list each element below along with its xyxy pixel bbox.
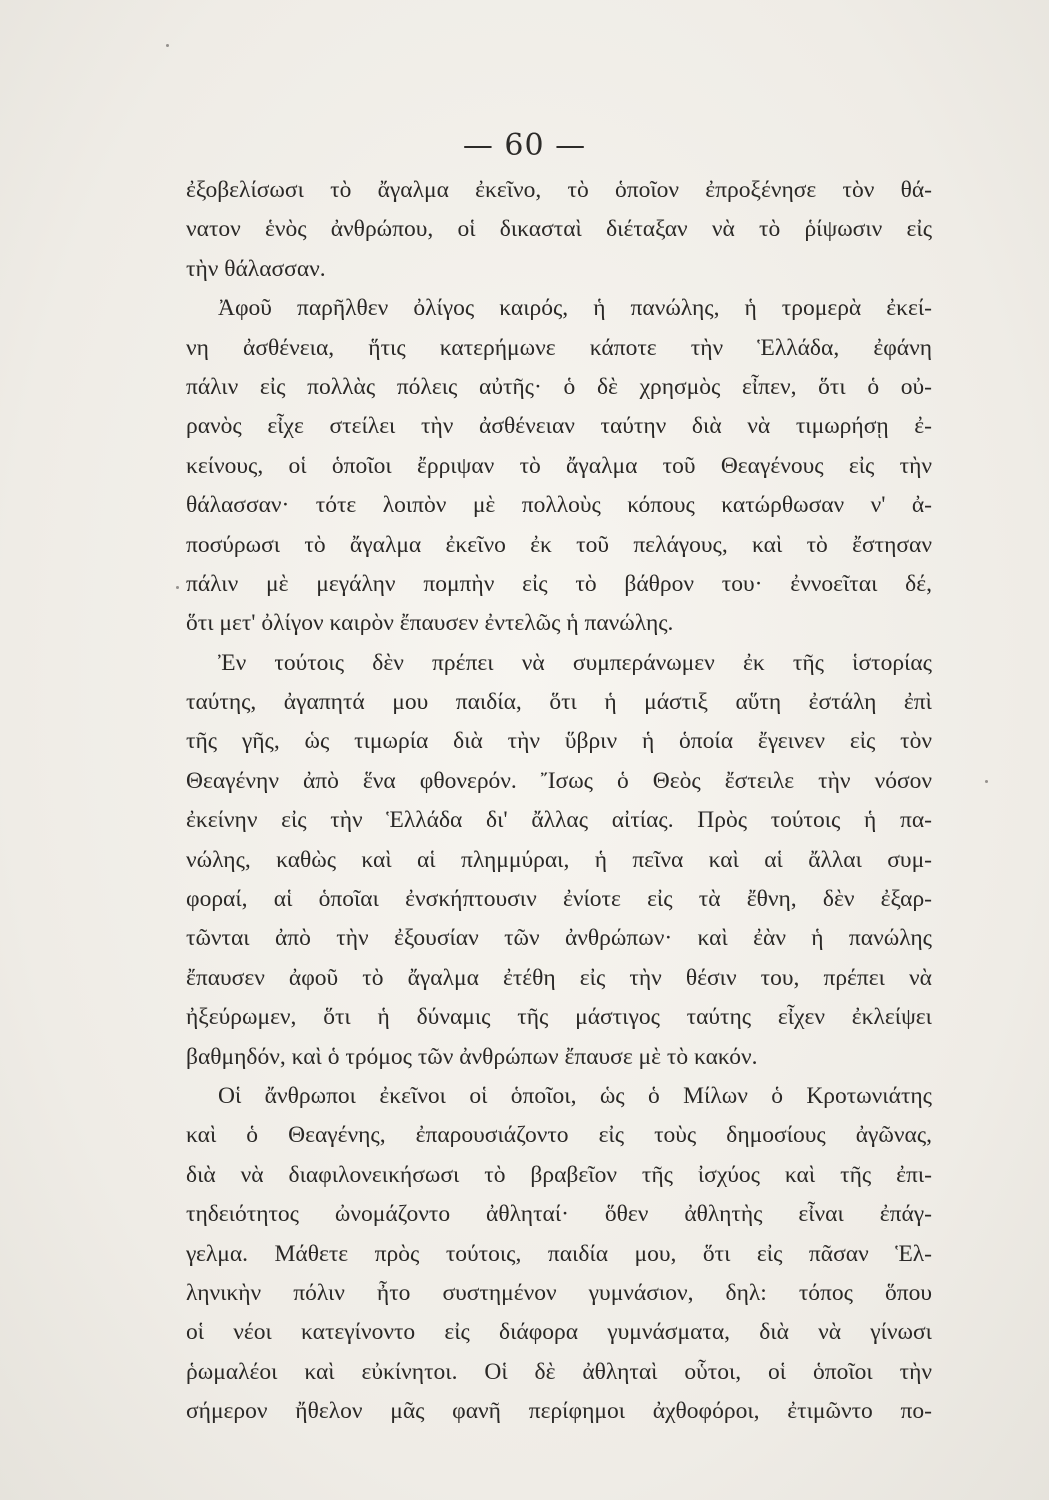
text-line: καὶ ὁ Θεαγένης, ἐπαρουσιάζοντο εἰς τοὺς δημοσίους ἀγῶνας,: [186, 1122, 932, 1149]
text-line: ῥωμαλέοι καὶ εὐκίνητοι. Οἱ δὲ ἀθληταὶ οὗτοι, οἱ ὁποῖοι τὴν: [186, 1358, 932, 1385]
text-line: νατον ἑνὸς ἀνθρώπου, οἱ δικασταὶ διέταξαν νὰ τὸ ῥίψωσιν εἰς: [186, 216, 932, 243]
text-line: ἐξοβελίσωσι τὸ ἄγαλμα ἐκεῖνο, τὸ ὁποῖον ἐπροξένησε τὸν θά-: [186, 177, 932, 203]
text-line: ρανὸς εἶχε στείλει τὴν ἀσθένειαν ταύτην διὰ νὰ τιμωρήσῃ ἐ-: [186, 413, 932, 440]
text-line: τηδειότητος ὠνομάζοντο ἀθληταί· ὅθεν ἀθλητὴς εἶναι ἐπάγ-: [186, 1201, 932, 1228]
text-line: ληνικὴν πόλιν ἦτο συστημένον γυμνάσιον, δηλ: τόπος ὅπου: [186, 1279, 932, 1306]
text-line: ἐκείνην εἰς τὴν Ἑλλάδα δι' ἄλλας αἰτίας. Πρὸς τούτοις ἡ πα-: [186, 807, 932, 834]
paper-speck: [985, 780, 988, 783]
text-line: διὰ νὰ διαφιλονεικήσωσι τὸ βραβεῖον τῆς ἰσχύος καὶ τῆς ἐπι-: [186, 1161, 932, 1188]
text-line: νη ἀσθένεια, ἥτις κατερήμωνε κάποτε τὴν Ἑλλάδα, ἐφάνη: [186, 334, 932, 361]
page-number: — 60 —: [462, 128, 587, 163]
text-line: νώλης, καθὼς καὶ αἱ πλημμύραι, ἡ πεῖνα καὶ αἱ ἄλλαι συμ-: [186, 846, 932, 873]
text-line: Ἐν τούτοις δὲν πρέπει νὰ συμπεράνωμεν ἐκ τῆς ἱστορίας: [218, 649, 932, 676]
text-line: τῶνται ἀπὸ τὴν ἐξουσίαν τῶν ἀνθρώπων· καὶ ἐὰν ἡ πανώλης: [186, 925, 932, 952]
text-line: θάλασσαν· τότε λοιπὸν μὲ πολλοὺς κόπους κατώρθωσαν ν' ἀ-: [186, 492, 932, 519]
text-line: ἠξεύρωμεν, ὅτι ἡ δύναμις τῆς μάστιγος ταύτης εἶχεν ἐκλείψει: [186, 1004, 932, 1031]
text-line: Θεαγένην ἀπὸ ἕνα φθονερόν. Ἴσως ὁ Θεὸς ἔστειλε τὴν νόσον: [186, 767, 932, 794]
text-line: πάλιν εἰς πολλὰς πόλεις αὐτῆς· ὁ δὲ χρησμὸς εἶπεν, ὅτι ὁ οὐ-: [186, 373, 932, 400]
paper-speck: [166, 44, 169, 47]
page-body-text: [186, 171, 932, 1432]
text-line: φοραί, αἱ ὁποῖαι ἐνσκήπτουσιν ἐνίοτε εἰς τὰ ἔθνη, δὲν ἐξαρ-: [186, 886, 932, 913]
text-line: τὴν θάλασσαν.: [186, 255, 326, 282]
text-line: Οἱ ἄνθρωποι ἐκεῖνοι οἱ ὁποῖοι, ὡς ὁ Μίλων ὁ Κροτωνιάτης: [218, 1082, 932, 1109]
text-line: κείνους, οἱ ὁποῖοι ἔρριψαν τὸ ἄγαλμα τοῦ Θεαγένους εἰς τὴν: [186, 452, 932, 479]
text-line: ὅτι μετ' ὀλίγον καιρὸν ἔπαυσεν ἐντελῶς ἡ πανώλης.: [186, 610, 674, 637]
text-line: ἔπαυσεν ἀφοῦ τὸ ἄγαλμα ἐτέθη εἰς τὴν θέσιν του, πρέπει νὰ: [186, 964, 932, 991]
text-line: ποσύρωσι τὸ ἄγαλμα ἐκεῖνο ἐκ τοῦ πελάγους, καὶ τὸ ἔστησαν: [186, 531, 932, 558]
text-line: βαθμηδόν, καὶ ὁ τρόμος τῶν ἀνθρώπων ἔπαυσε μὲ τὸ κακόν.: [186, 1043, 758, 1070]
text-line: πάλιν μὲ μεγάλην πομπὴν εἰς τὸ βάθρον του· ἐννοεῖται δέ,: [186, 570, 932, 597]
text-line: τῆς γῆς, ὡς τιμωρία διὰ τὴν ὕβριν ἡ ὁποία ἔγεινεν εἰς τὸν: [186, 728, 932, 755]
text-line: γελμα. Μάθετε πρὸς τούτοις, παιδία μου, ὅτι εἰς πᾶσαν Ἑλ-: [186, 1240, 932, 1267]
text-line: ταύτης, ἀγαπητά μου παιδία, ὅτι ἡ μάστιξ αὕτη ἐστάλη ἐπὶ: [186, 689, 932, 716]
text-line: σήμερον ἤθελον μᾶς φανῆ περίφημοι ἀχθοφόροι, ἐτιμῶντο πο-: [186, 1398, 932, 1425]
text-line: οἱ νέοι κατεγίνοντο εἰς διάφορα γυμνάσματα, διὰ νὰ γίνωσι: [186, 1319, 932, 1346]
text-line: Ἀφοῦ παρῆλθεν ὀλίγος καιρός, ἡ πανώλης, ἡ τρομερὰ ἐκεί-: [218, 295, 932, 322]
paper-speck: [176, 586, 179, 589]
